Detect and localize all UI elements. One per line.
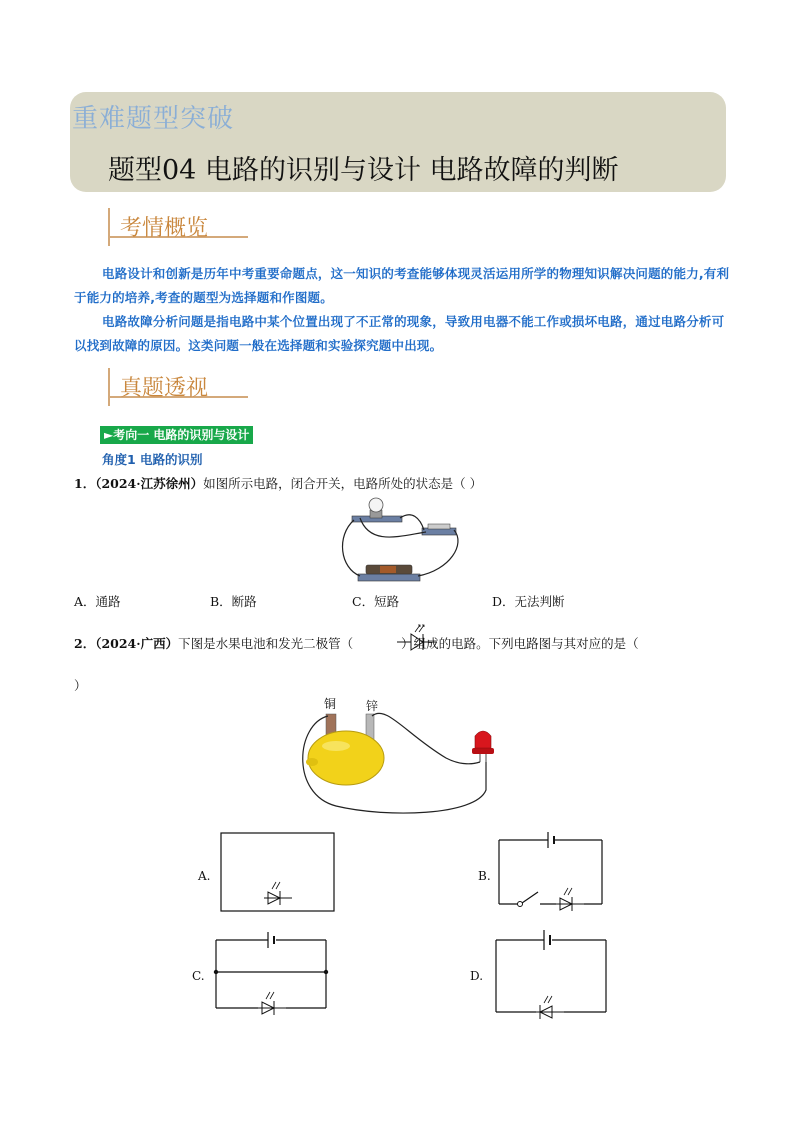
question-1-text: 如图所示电路，闭合开关，电路所处的状态是（ ）	[203, 476, 483, 491]
overview-paragraph-1: 电路设计和创新是历年中考重要命题点，这一知识的考查能够体现灵活运用所学的物理知识解决问题的能力,有利于能力的培养,考查的题型为选择题和作图题。	[74, 266, 730, 305]
question-2-stem	[74, 634, 639, 652]
led-symbol-icon	[536, 996, 564, 1022]
option-a-circuit[interactable]	[220, 832, 336, 916]
angle-title: 角度1 电路的识别	[102, 452, 203, 467]
option-c-circuit[interactable]	[214, 926, 330, 1018]
question-2-stem-tail: ）	[74, 678, 87, 693]
question-1-number: 1．	[74, 476, 96, 491]
overview-heading-text: 考情概览	[120, 216, 209, 241]
option-b-label[interactable]: B.	[478, 869, 491, 883]
overview-paragraph-2: 电路故障分析问题是指电路中某个位置出现了不正常的现象，导致用电器不能工作或损坏电路，通过电路分析可以找到故障的原因。这类问题一般在选择题和实验探究题中出现。	[74, 314, 725, 353]
question-1-option-a[interactable]: A．通路	[74, 594, 121, 609]
option-d-circuit[interactable]	[494, 926, 610, 1022]
question-2-number: 2．	[74, 636, 96, 651]
real-questions-heading-text: 真题透视	[120, 376, 209, 401]
led-symbol-icon	[556, 888, 584, 914]
banner-subtitle: 重难题型突破	[72, 104, 235, 134]
led-symbol-icon	[264, 882, 292, 908]
question-2-text-after: ）组成的电路。下列电路图与其对应的是（	[401, 636, 639, 651]
question-2-source: （2024·广西）	[95, 636, 179, 651]
heading-vertical-rule	[108, 208, 110, 246]
led-symbol-icon	[395, 620, 439, 656]
option-a-label[interactable]: A.	[198, 869, 211, 883]
question-1-option-b[interactable]: B．断路	[210, 594, 257, 609]
heading-vertical-rule	[108, 368, 110, 406]
question-1-option-c[interactable]: C．短路	[352, 594, 400, 609]
fruit-battery-figure	[296, 694, 506, 824]
question-1-circuit-figure	[340, 496, 470, 586]
led-symbol-icon	[258, 992, 286, 1018]
question-1-option-d[interactable]: D．无法判断	[492, 594, 565, 609]
question-1-source: （2024·江苏徐州）	[95, 476, 204, 491]
option-c-label[interactable]: C.	[192, 969, 205, 983]
real-questions-heading	[100, 368, 260, 408]
question-1-stem	[74, 474, 482, 492]
option-d-label[interactable]: D.	[470, 969, 484, 983]
copper-label: 铜	[324, 697, 337, 711]
option-b-circuit[interactable]	[498, 826, 604, 912]
direction-tag: ►考向一 电路的识别与设计	[100, 426, 253, 444]
page-title: 题型04 电路的识别与设计 电路故障的判断	[108, 155, 619, 186]
question-2-text-before: 下图是水果电池和发光二极管（	[178, 636, 354, 651]
zinc-label: 锌	[366, 699, 379, 713]
overview-heading	[100, 208, 260, 248]
